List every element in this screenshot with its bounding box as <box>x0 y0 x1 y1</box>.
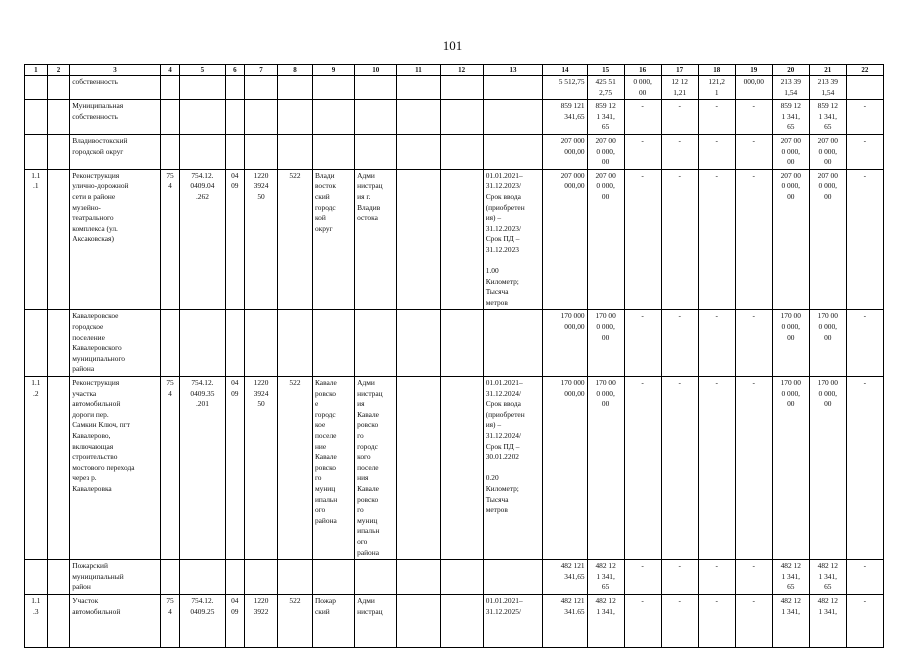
col20-cell: 170 00 0 000, 00 <box>772 377 809 560</box>
section-cell <box>225 134 245 169</box>
table-row <box>25 310 884 377</box>
code-cell <box>160 100 180 135</box>
budget-code-cell <box>180 310 225 377</box>
name-cell: собственность <box>70 76 161 100</box>
total-cost-cell: 170 000 000,00 <box>543 310 587 377</box>
row-number-cell <box>25 134 48 169</box>
col17-cell: - <box>661 100 698 135</box>
col12-cell <box>440 134 483 169</box>
col2-cell <box>47 169 70 310</box>
row-number-cell <box>25 560 48 595</box>
table-row <box>25 594 884 647</box>
col17-cell: 12 12 1,21 <box>661 76 698 100</box>
col12-cell <box>440 169 483 310</box>
expense-type-cell: 522 <box>277 377 312 560</box>
total-cost-cell: 207 000 000,00 <box>543 169 587 310</box>
name-cell: Кавалеровское городское поселение Кавалеровского муниципального района <box>70 310 161 377</box>
budget-code-cell: 754.12. 0409.25 <box>180 594 225 647</box>
col17-cell: - <box>661 560 698 595</box>
target-article-cell: 1220 3922 <box>245 594 278 647</box>
col16-cell: - <box>624 169 661 310</box>
limit-cell: 207 00 0 000, 00 <box>587 169 624 310</box>
section-cell <box>225 100 245 135</box>
col21-cell: 482 12 1 341, 65 <box>809 560 846 595</box>
limit-cell: 170 00 0 000, 00 <box>587 377 624 560</box>
name-cell: Пожарский муниципальный район <box>70 560 161 595</box>
customer-cell <box>355 100 397 135</box>
period-cell <box>483 310 543 377</box>
col20-cell: 482 12 1 341, 65 <box>772 560 809 595</box>
municipality-cell <box>312 100 354 135</box>
period-cell <box>483 76 543 100</box>
period-cell <box>483 100 543 135</box>
target-article-cell: 1220 3924 50 <box>245 169 278 310</box>
column-header: 12 <box>440 65 483 76</box>
column-header: 9 <box>312 65 354 76</box>
customer-cell <box>355 134 397 169</box>
col22-cell: - <box>846 310 883 377</box>
row-number-cell <box>25 310 48 377</box>
column-header: 20 <box>772 65 809 76</box>
col11-cell <box>397 134 440 169</box>
column-header: 8 <box>277 65 312 76</box>
expense-type-cell <box>277 100 312 135</box>
row-number-cell: 1.1 .2 <box>25 377 48 560</box>
name-cell: Реконструкция участка автомобильной дороги пер. Самкин Ключ, пгт Кавалерово, включающая строительство мостового перехода через р. Кавалеровка <box>70 377 161 560</box>
table-row <box>25 134 884 169</box>
col19-cell: - <box>735 169 772 310</box>
col22-cell: - <box>846 560 883 595</box>
col2-cell <box>47 560 70 595</box>
column-header: 13 <box>483 65 543 76</box>
column-header: 11 <box>397 65 440 76</box>
col12-cell <box>440 377 483 560</box>
limit-cell: 170 00 0 000, 00 <box>587 310 624 377</box>
column-header: 10 <box>355 65 397 76</box>
code-cell <box>160 560 180 595</box>
expense-type-cell <box>277 560 312 595</box>
col22-cell: - <box>846 100 883 135</box>
col22-cell <box>846 76 883 100</box>
col11-cell <box>397 594 440 647</box>
col16-cell: - <box>624 594 661 647</box>
expense-type-cell <box>277 134 312 169</box>
code-cell <box>160 134 180 169</box>
period-cell <box>483 134 543 169</box>
page-number: 101 <box>442 38 463 53</box>
col22-cell: - <box>846 134 883 169</box>
code-cell: 75 4 <box>160 594 180 647</box>
col21-cell: 170 00 0 000, 00 <box>809 310 846 377</box>
col16-cell: 0 000, 00 <box>624 76 661 100</box>
municipality-cell <box>312 134 354 169</box>
header-row <box>25 65 884 76</box>
col19-cell: - <box>735 377 772 560</box>
col11-cell <box>397 310 440 377</box>
col19-cell: - <box>735 310 772 377</box>
col21-cell: 207 00 0 000, 00 <box>809 134 846 169</box>
budget-code-cell: 754.12. 0409.04 .262 <box>180 169 225 310</box>
section-cell <box>225 310 245 377</box>
customer-cell: Адми нистрац ия Кавале ровско го городс кого поселе ния Кавале ровско го муниц ипальн ого района <box>355 377 397 560</box>
budget-code-cell <box>180 76 225 100</box>
name-cell: Участок автомобильной <box>70 594 161 647</box>
limit-cell: 482 12 1 341, 65 <box>587 560 624 595</box>
col20-cell: 207 00 0 000, 00 <box>772 169 809 310</box>
col16-cell: - <box>624 310 661 377</box>
col21-cell: 859 12 1 341, 65 <box>809 100 846 135</box>
col16-cell: - <box>624 377 661 560</box>
col18-cell: - <box>698 100 735 135</box>
column-header: 7 <box>245 65 278 76</box>
col20-cell: 213 39 1,54 <box>772 76 809 100</box>
col12-cell <box>440 560 483 595</box>
column-header: 16 <box>624 65 661 76</box>
column-header: 22 <box>846 65 883 76</box>
table-row <box>25 76 884 100</box>
col18-cell: - <box>698 134 735 169</box>
municipality-cell: Кавале ровско е городс кое поселе ние Кавале ровско го муниц ипальн ого района <box>312 377 354 560</box>
budget-code-cell <box>180 100 225 135</box>
col18-cell: - <box>698 560 735 595</box>
name-cell: Владивостокский городской округ <box>70 134 161 169</box>
col11-cell <box>397 100 440 135</box>
column-header: 15 <box>587 65 624 76</box>
col22-cell: - <box>846 377 883 560</box>
col20-cell: 859 12 1 341, 65 <box>772 100 809 135</box>
expense-type-cell: 522 <box>277 169 312 310</box>
name-cell: Реконструкция улично-дорожной сети в районе музейно- театрального комплекса (ул. Аксаковская) <box>70 169 161 310</box>
column-header: 6 <box>225 65 245 76</box>
total-cost-cell: 170 000 000,00 <box>543 377 587 560</box>
municipality-cell <box>312 310 354 377</box>
column-header: 1 <box>25 65 48 76</box>
col16-cell: - <box>624 560 661 595</box>
period-cell: 01.01.2021– 31.12.2023/ Срок ввода (приобретен ия) – 31.12.2023/ Срок ПД – 31.12.2023 1.00 Километр; Тысяча метров <box>483 169 543 310</box>
limit-cell: 207 00 0 000, 00 <box>587 134 624 169</box>
municipality-cell <box>312 560 354 595</box>
table-row <box>25 560 884 595</box>
row-number-cell: 1.1 .1 <box>25 169 48 310</box>
table-row <box>25 377 884 560</box>
col19-cell: - <box>735 134 772 169</box>
col2-cell <box>47 134 70 169</box>
col20-cell: 207 00 0 000, 00 <box>772 134 809 169</box>
col16-cell: - <box>624 100 661 135</box>
budget-code-cell: 754.12. 0409.35 .201 <box>180 377 225 560</box>
expense-type-cell: 522 <box>277 594 312 647</box>
col21-cell: 207 00 0 000, 00 <box>809 169 846 310</box>
total-cost-cell: 5 512,75 <box>543 76 587 100</box>
column-header: 18 <box>698 65 735 76</box>
column-header: 3 <box>70 65 161 76</box>
customer-cell <box>355 560 397 595</box>
col17-cell: - <box>661 377 698 560</box>
expense-type-cell <box>277 76 312 100</box>
column-header: 5 <box>180 65 225 76</box>
target-article-cell <box>245 134 278 169</box>
col20-cell: 482 12 1 341, <box>772 594 809 647</box>
row-number-cell <box>25 100 48 135</box>
code-cell <box>160 76 180 100</box>
period-cell <box>483 560 543 595</box>
column-header: 14 <box>543 65 587 76</box>
section-cell: 04 09 <box>225 169 245 310</box>
target-article-cell: 1220 3924 50 <box>245 377 278 560</box>
col2-cell <box>47 310 70 377</box>
project-table <box>24 64 884 648</box>
code-cell <box>160 310 180 377</box>
target-article-cell <box>245 560 278 595</box>
customer-cell <box>355 76 397 100</box>
col21-cell: 213 39 1,54 <box>809 76 846 100</box>
target-article-cell <box>245 310 278 377</box>
col18-cell: 121,2 1 <box>698 76 735 100</box>
col22-cell: - <box>846 169 883 310</box>
column-header: 2 <box>47 65 70 76</box>
col19-cell: - <box>735 100 772 135</box>
col19-cell: - <box>735 560 772 595</box>
period-cell: 01.01.2021– 31.12.2024/ Срок ввода (приобретен ия) – 31.12.2024/ Срок ПД – 30.01.2202 0.20 Километр; Тысяча метров <box>483 377 543 560</box>
code-cell: 75 4 <box>160 169 180 310</box>
section-cell <box>225 560 245 595</box>
name-cell: Муниципальная собственность <box>70 100 161 135</box>
col2-cell <box>47 377 70 560</box>
col18-cell: - <box>698 169 735 310</box>
total-cost-cell: 482 121 341.65 <box>543 594 587 647</box>
budget-code-cell <box>180 560 225 595</box>
col19-cell: 000,00 <box>735 76 772 100</box>
col2-cell <box>47 100 70 135</box>
expense-type-cell <box>277 310 312 377</box>
limit-cell: 859 12 1 341, 65 <box>587 100 624 135</box>
col18-cell: - <box>698 310 735 377</box>
column-header: 21 <box>809 65 846 76</box>
total-cost-cell: 207 000 000,00 <box>543 134 587 169</box>
customer-cell <box>355 310 397 377</box>
customer-cell: Адми нистрац ия г. Владив остока <box>355 169 397 310</box>
col21-cell: 170 00 0 000, 00 <box>809 377 846 560</box>
col11-cell <box>397 169 440 310</box>
table-row <box>25 169 884 310</box>
col11-cell <box>397 76 440 100</box>
municipality-cell: Пожар ский <box>312 594 354 647</box>
col17-cell: - <box>661 310 698 377</box>
column-header: 4 <box>160 65 180 76</box>
col11-cell <box>397 377 440 560</box>
col18-cell: - <box>698 377 735 560</box>
col18-cell: - <box>698 594 735 647</box>
section-cell: 04 09 <box>225 594 245 647</box>
col20-cell: 170 00 0 000, 00 <box>772 310 809 377</box>
total-cost-cell: 482 121 341,65 <box>543 560 587 595</box>
column-header: 17 <box>661 65 698 76</box>
col12-cell <box>440 100 483 135</box>
period-cell: 01.01.2021– 31.12.2025/ <box>483 594 543 647</box>
code-cell: 75 4 <box>160 377 180 560</box>
municipality-cell <box>312 76 354 100</box>
col12-cell <box>440 594 483 647</box>
section-cell <box>225 76 245 100</box>
limit-cell: 482 12 1 341, <box>587 594 624 647</box>
budget-code-cell <box>180 134 225 169</box>
col2-cell <box>47 594 70 647</box>
col17-cell: - <box>661 594 698 647</box>
col11-cell <box>397 560 440 595</box>
col17-cell: - <box>661 134 698 169</box>
column-header: 19 <box>735 65 772 76</box>
col22-cell: - <box>846 594 883 647</box>
col17-cell: - <box>661 169 698 310</box>
col12-cell <box>440 310 483 377</box>
total-cost-cell: 859 121 341,65 <box>543 100 587 135</box>
target-article-cell <box>245 76 278 100</box>
municipality-cell: Влади восток ский городс кой округ <box>312 169 354 310</box>
col16-cell: - <box>624 134 661 169</box>
col21-cell: 482 12 1 341, <box>809 594 846 647</box>
col12-cell <box>440 76 483 100</box>
row-number-cell: 1.1 .3 <box>25 594 48 647</box>
col19-cell: - <box>735 594 772 647</box>
customer-cell: Адми нистрац <box>355 594 397 647</box>
section-cell: 04 09 <box>225 377 245 560</box>
target-article-cell <box>245 100 278 135</box>
table-row <box>25 100 884 135</box>
limit-cell: 425 51 2,75 <box>587 76 624 100</box>
col2-cell <box>47 76 70 100</box>
row-number-cell <box>25 76 48 100</box>
